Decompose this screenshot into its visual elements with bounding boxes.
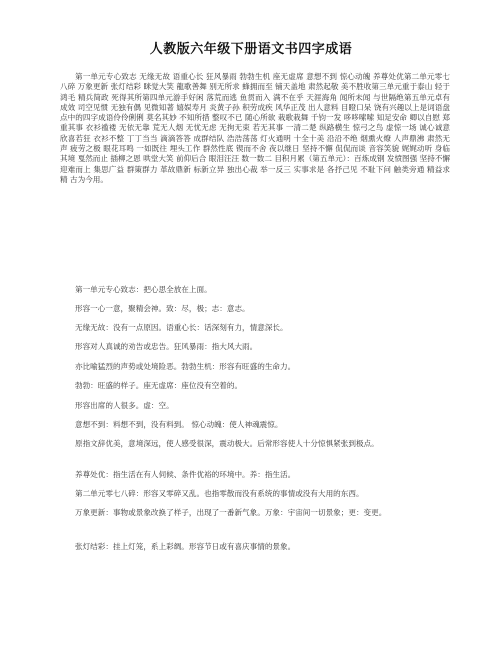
paragraph: 无缘无故：没有一点原因。语重心长：话深刻有力，情意深长。: [75, 323, 288, 332]
paragraph: 形容出席的人很多。虚：空。: [75, 401, 174, 410]
paragraph: 原指文辞优美，意境深远，使人感受很深，震动极大。后常形容使人十分惊惧紧张到极点。: [75, 439, 379, 448]
paragraph: 勃勃：旺盛的样子。座无虚席：座位没有空着的。: [75, 381, 243, 390]
paragraph: 养尊处优：指生活在有人伺候、条件优裕的环境中。养：指生活。: [75, 470, 296, 479]
intro-paragraph: 第一单元专心致志 无缘无故 语重心长 狂风暴雨 勃勃生机 座无虚席 意想不到 惊心动魄 养尊处优第二单元零七八碎 万象更新 张灯结彩 眯觉大笑 龍歌善舞 别无所求 蜂拥而至 铺天盖地 肃然起敬 美不胜收第三单元重于泰山 轻于鸿毛 精兵简政 死得其所第四单元游手好闲 落荒而逃 鱼贯而入 满不在乎 天涯海角 闻所未闻 与世隔绝第五单元卓有成效 司空见惯 无独有偶 见微知著 嬉娱寿月 炎黄子孙 积劳成疾 风华正茂 出人意料 目瞪口呆 饶有兴趣以上是词语盘点中的四字成语伶伶俐俐 莫名其妙 不知所措 整叹不已 随心所欲 栽歌栽舞 千钧一发 哆哆嗦嗦 知足安命 卿以自慰 郑重其事 衣衫褴褛 无依无靠 荒无人烟 无忧无虑 无拘无束 若无其事 一清二楚 纵路横生 惊弓之鸟 虚惊一场 诚心诚意 欣喜若狂 衣衫不整 丁丁当当 滴滴答答 成群结队 浩浩荡荡 灯火通明 十全十美 沿沿不绝 烟熏火燎 人声鼎沸 肃然无声 疲劳之极 眼花耳鸣 一如既往 埋头工作 群然性底 锲而不舍 夜以继日 坚持不懈 侃侃而谈 音容笑貌 娓娓动听 身临其境 戛然而止 插柳之恩 哄堂大笑 前仰后合 眼泪汪汪 数一数二 目积月累（第五单元）：百炼成钢 发愤图强 坚持不懈 迎难而上 集思广益 群策群力 革故鼎新 标新立异 独出心裁 举一反三 实事求是 各抒己见 不耻下问 触类旁通 精益求精 古为今用。: [60, 72, 451, 184]
paragraph: 第一单元专心致志：把心思全放在上面。: [75, 285, 212, 294]
paragraph: 万象更新：事物或景象改换了样子，出现了一番新气象。万象：宇宙间一切景象；更：变更。: [75, 508, 387, 517]
paragraph: 意想不到：料想不到，没有料到。 惊心动魄：使人神魂震惊。: [75, 420, 283, 429]
paragraph: 形容对人真诚的劝告或忠告。狂风暴雨：指大风大雨。: [75, 342, 258, 351]
paragraph: 形容一心一意，聚精会神。致：尽，极；志：意志。: [75, 304, 250, 313]
paragraph: 张灯结彩：挂上灯笼，系上彩绸。形容节日或有喜庆事情的景象。: [75, 542, 296, 551]
paragraph: 第二单元零七八碎：形容又零碎又乱。也指零散而没有系统的事情或没有大用的东西。: [75, 489, 364, 498]
document-title: 人教版六年级下册语文书四字成语: [149, 42, 353, 57]
paragraph: 亦比喻猛烈的声势或处境险恶。勃勃生机：形容有旺盛的生命力。: [75, 362, 296, 371]
